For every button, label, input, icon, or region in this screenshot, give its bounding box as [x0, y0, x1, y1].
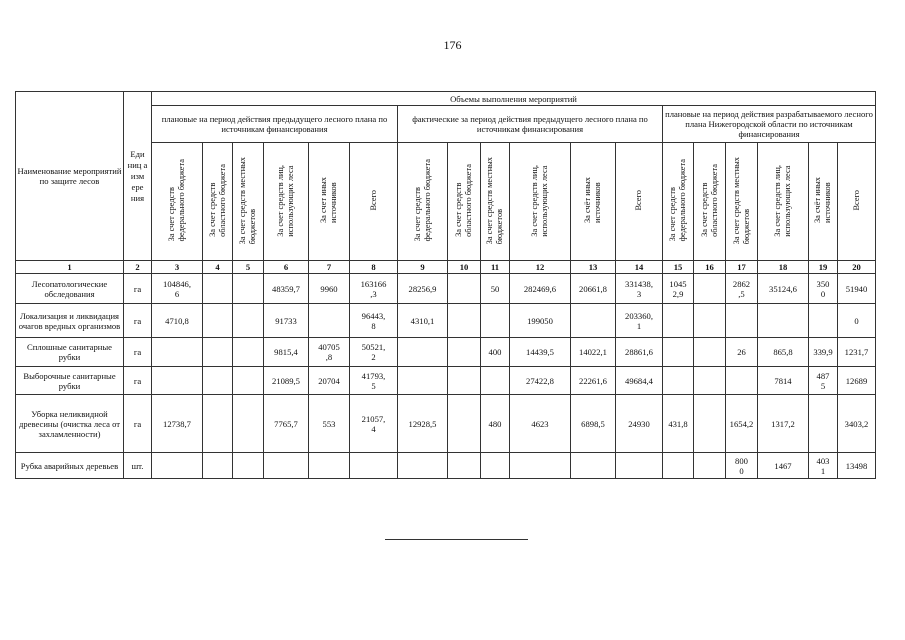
source-label: За счет средств местных бюджетов: [238, 156, 257, 245]
table-row: [16, 453, 876, 479]
value-cell: 9960: [309, 274, 350, 304]
value-cell: 49684,4: [616, 367, 663, 395]
value-cell: 20661,8: [571, 274, 616, 304]
value-cell: 487 5: [809, 367, 838, 395]
column-number: 7: [309, 261, 350, 274]
value-cell: [203, 453, 233, 479]
table-row: [16, 395, 876, 453]
value-cell: [694, 453, 726, 479]
value-cell: [809, 395, 838, 453]
value-cell: [233, 367, 264, 395]
value-cell: [663, 304, 694, 338]
source-label: За счет средств областного бюджета: [699, 164, 719, 237]
value-cell: 7814: [758, 367, 809, 395]
value-cell: [233, 304, 264, 338]
measures-table: [15, 91, 876, 479]
src-planned-prev-header-2: [203, 143, 233, 261]
src-planned-new-header-6: [838, 143, 876, 261]
value-cell: 40705 ,8: [309, 338, 350, 367]
value-cell: 27422,8: [510, 367, 571, 395]
value-cell: [510, 453, 571, 479]
value-cell: 1317,2: [758, 395, 809, 453]
source-label: За счет средств лиц, использующих леса: [773, 164, 792, 237]
source-label: За счет средств федерального бюджета: [167, 159, 186, 242]
value-cell: 28861,6: [616, 338, 663, 367]
row-unit: га: [124, 367, 152, 395]
value-cell: [481, 304, 510, 338]
value-cell: 26: [726, 338, 758, 367]
footer-divider: [385, 539, 528, 540]
value-cell: 0: [838, 304, 876, 338]
value-cell: 2862 ,5: [726, 274, 758, 304]
value-cell: [350, 453, 398, 479]
value-cell: 1045 2,9: [663, 274, 694, 304]
value-cell: 21089,5: [264, 367, 309, 395]
value-cell: [448, 338, 481, 367]
column-number: 17: [726, 261, 758, 274]
table-row: [16, 304, 876, 338]
value-cell: [694, 304, 726, 338]
value-cell: [398, 367, 448, 395]
value-cell: 6898,5: [571, 395, 616, 453]
value-cell: 7765,7: [264, 395, 309, 453]
source-label: За счет средств федерального бюджета: [412, 159, 432, 242]
column-number: 9: [398, 261, 448, 274]
src-planned-new-header-2: [694, 143, 726, 261]
value-cell: [264, 453, 309, 479]
column-number: 12: [510, 261, 571, 274]
value-cell: [203, 304, 233, 338]
source-label: За счёт иных источников: [583, 177, 602, 224]
value-cell: 22261,6: [571, 367, 616, 395]
value-cell: 104846, 6: [152, 274, 203, 304]
column-number: 11: [481, 261, 510, 274]
src-planned-prev-header-6: [350, 143, 398, 261]
column-number: 4: [203, 261, 233, 274]
value-cell: 14022,1: [571, 338, 616, 367]
value-cell: [448, 395, 481, 453]
column-number: 6: [264, 261, 309, 274]
src-actual-prev-header-4: [510, 143, 571, 261]
value-cell: [616, 453, 663, 479]
source-label: За счет средств областного бюджета: [454, 164, 473, 237]
source-label: За счет средств лиц, использующих леса: [276, 164, 295, 237]
value-cell: 21057, 4: [350, 395, 398, 453]
value-cell: [663, 367, 694, 395]
value-cell: 4710,8: [152, 304, 203, 338]
column-number: 13: [571, 261, 616, 274]
source-label: Всего: [634, 190, 643, 211]
value-cell: [571, 453, 616, 479]
column-number: 20: [838, 261, 876, 274]
value-cell: [398, 338, 448, 367]
column-number: 3: [152, 261, 203, 274]
header-unit-cell: Еди ниц а изм ере ния: [124, 92, 152, 261]
value-cell: [309, 453, 350, 479]
value-cell: 1654,2: [726, 395, 758, 453]
value-cell: [203, 395, 233, 453]
value-cell: 12738,7: [152, 395, 203, 453]
value-cell: [152, 367, 203, 395]
value-cell: 282469,6: [510, 274, 571, 304]
source-label: За счёт иных источников: [813, 177, 832, 224]
value-cell: [809, 304, 838, 338]
value-cell: [694, 367, 726, 395]
row-unit: шт.: [124, 453, 152, 479]
value-cell: 20704: [309, 367, 350, 395]
column-number: 8: [350, 261, 398, 274]
value-cell: 51940: [838, 274, 876, 304]
src-actual-prev-header-6: [616, 143, 663, 261]
value-cell: [694, 395, 726, 453]
value-cell: 50: [481, 274, 510, 304]
value-cell: 35124,6: [758, 274, 809, 304]
value-cell: [663, 338, 694, 367]
value-cell: [398, 453, 448, 479]
row-unit: га: [124, 338, 152, 367]
row-name: Локализация и ликвидация очагов вредных организмов: [16, 304, 124, 338]
value-cell: 12689: [838, 367, 876, 395]
source-label: Всего: [368, 190, 378, 211]
value-cell: 91733: [264, 304, 309, 338]
value-cell: 199050: [510, 304, 571, 338]
value-cell: [448, 274, 481, 304]
column-number: 10: [448, 261, 481, 274]
column-number: 14: [616, 261, 663, 274]
header-group-planned-previous: плановые на период действия предыдущего лесного плана по источникам финансирования: [152, 106, 398, 143]
value-cell: [233, 453, 264, 479]
src-planned-prev-header-4: [264, 143, 309, 261]
source-label: За счет средств местных бюджетов: [485, 156, 504, 245]
value-cell: 1231,7: [838, 338, 876, 367]
value-cell: 865,8: [758, 338, 809, 367]
source-label: Всего: [851, 190, 861, 211]
value-cell: [726, 367, 758, 395]
value-cell: [694, 274, 726, 304]
src-planned-prev-header-1: [152, 143, 203, 261]
value-cell: [481, 367, 510, 395]
value-cell: [448, 453, 481, 479]
value-cell: [203, 367, 233, 395]
value-cell: 403 1: [809, 453, 838, 479]
table-row: [16, 274, 876, 304]
column-number: 15: [663, 261, 694, 274]
value-cell: [233, 274, 264, 304]
value-cell: 339,9: [809, 338, 838, 367]
value-cell: 1467: [758, 453, 809, 479]
value-cell: [571, 304, 616, 338]
src-planned-new-header-4: [758, 143, 809, 261]
column-number: 18: [758, 261, 809, 274]
src-planned-prev-header-5: [309, 143, 350, 261]
value-cell: [694, 338, 726, 367]
table-row: [16, 367, 876, 395]
header-name-cell: Наименование мероприятий по защите лесов: [16, 92, 124, 261]
row-name: Лесопатологические обследования: [16, 274, 124, 304]
source-label: За счет иных источников: [319, 177, 338, 224]
value-cell: [152, 453, 203, 479]
header-group-actual-previous: фактические за период действия предыдущего лесного плана по источникам финансирования: [398, 106, 663, 143]
value-cell: 331438, 3: [616, 274, 663, 304]
value-cell: [233, 395, 264, 453]
value-cell: 3403,2: [838, 395, 876, 453]
row-unit: га: [124, 304, 152, 338]
value-cell: 480: [481, 395, 510, 453]
table-row: [16, 338, 876, 367]
value-cell: 553: [309, 395, 350, 453]
value-cell: [309, 304, 350, 338]
value-cell: 4310,1: [398, 304, 448, 338]
row-name: Уборка неликвидной древесины (очистка леса от захламленности): [16, 395, 124, 453]
value-cell: 4623: [510, 395, 571, 453]
row-name: Выборочные санитарные рубки: [16, 367, 124, 395]
value-cell: [152, 338, 203, 367]
src-actual-prev-header-2: [448, 143, 481, 261]
value-cell: 48359,7: [264, 274, 309, 304]
row-name: Сплошные санитарные рубки: [16, 338, 124, 367]
src-planned-prev-header-3: [233, 143, 264, 261]
src-planned-new-header-1: [663, 143, 694, 261]
value-cell: [758, 304, 809, 338]
value-cell: 9815,4: [264, 338, 309, 367]
source-label: За счет средств областного бюджета: [207, 164, 227, 237]
src-actual-prev-header-5: [571, 143, 616, 261]
column-number: 5: [233, 261, 264, 274]
value-cell: 350 0: [809, 274, 838, 304]
value-cell: [663, 453, 694, 479]
src-planned-new-header-3: [726, 143, 758, 261]
column-number: 2: [124, 261, 152, 274]
header-group-planned-new: плановые на период действия разрабатываемого лесного плана Нижегородской области по источникам финансирования: [663, 106, 876, 143]
row-name: Рубка аварийных деревьев: [16, 453, 124, 479]
column-number: 1: [16, 261, 124, 274]
column-number: 19: [809, 261, 838, 274]
value-cell: 203360, 1: [616, 304, 663, 338]
value-cell: 400: [481, 338, 510, 367]
source-label: За счет средств лиц, использующих леса: [530, 164, 549, 237]
value-cell: 12928,5: [398, 395, 448, 453]
src-actual-prev-header-3: [481, 143, 510, 261]
source-label: За счет средств местных бюджетов: [731, 156, 751, 245]
header-volumes-title: Объемы выполнения мероприятий: [152, 92, 876, 106]
value-cell: [481, 453, 510, 479]
value-cell: 50521, 2: [350, 338, 398, 367]
value-cell: 13498: [838, 453, 876, 479]
value-cell: [726, 304, 758, 338]
value-cell: [233, 338, 264, 367]
value-cell: 96443, 8: [350, 304, 398, 338]
src-planned-new-header-5: [809, 143, 838, 261]
row-unit: га: [124, 274, 152, 304]
value-cell: [203, 338, 233, 367]
value-cell: [448, 367, 481, 395]
value-cell: 24930: [616, 395, 663, 453]
value-cell: 163166 ,3: [350, 274, 398, 304]
column-number: 16: [694, 261, 726, 274]
page-number: 176: [443, 38, 462, 52]
source-label: За счет средств федерального бюджета: [668, 159, 687, 242]
value-cell: 14439,5: [510, 338, 571, 367]
value-cell: 431,8: [663, 395, 694, 453]
src-actual-prev-header-1: [398, 143, 448, 261]
value-cell: 41793, 5: [350, 367, 398, 395]
value-cell: 800 0: [726, 453, 758, 479]
row-unit: га: [124, 395, 152, 453]
value-cell: [448, 304, 481, 338]
value-cell: [203, 274, 233, 304]
value-cell: 28256,9: [398, 274, 448, 304]
